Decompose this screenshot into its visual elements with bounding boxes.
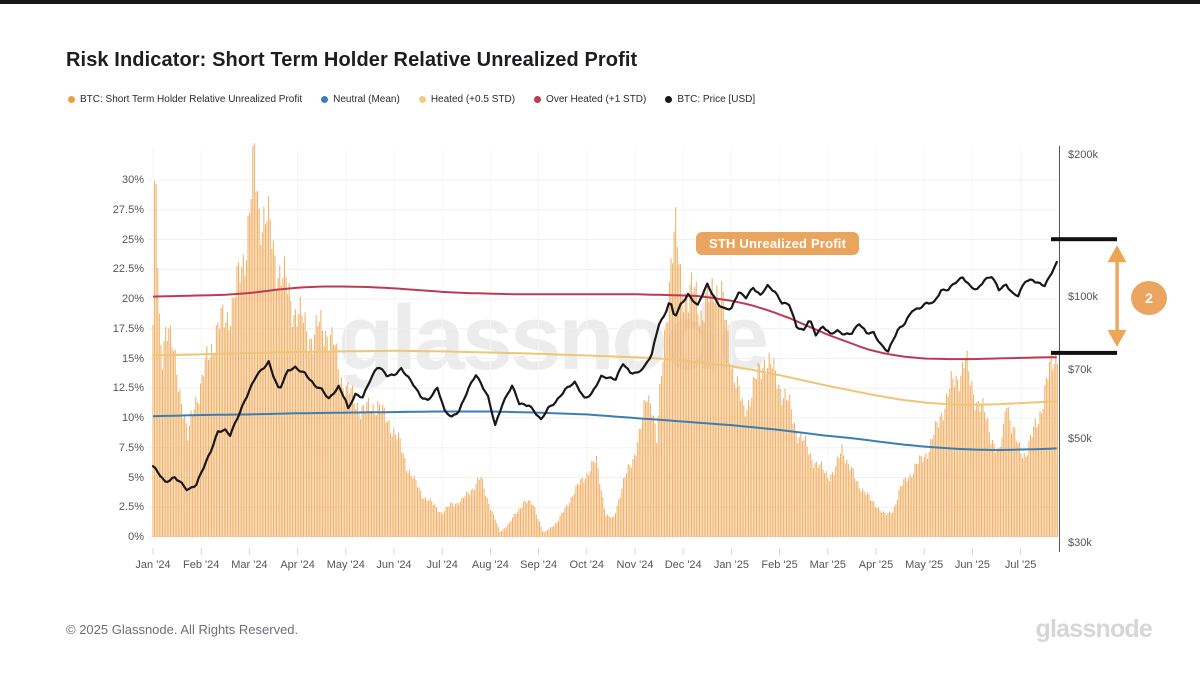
sth-unrealized-profit-badge: STH Unrealized Profit <box>696 232 859 255</box>
arrow-up-icon <box>1108 245 1127 262</box>
x-axis-tick-label: Mar '25 <box>809 559 846 571</box>
x-axis-tick-label: Jul '24 <box>426 559 458 571</box>
x-axis-tick-label: Feb '24 <box>183 559 220 571</box>
y-axis-tick-label: 2.5% <box>118 501 144 514</box>
legend-label: Neutral (Mean) <box>333 94 400 105</box>
y-axis-tick-label: 30% <box>121 174 144 186</box>
range-bottom-bracket <box>1051 351 1117 355</box>
glassnode-logo: glassnode <box>1035 615 1152 643</box>
arrow-down-icon <box>1108 330 1127 347</box>
x-axis-tick-label: Oct '24 <box>569 559 605 571</box>
price-axis-tick-label: $100k <box>1068 290 1098 303</box>
y-axis-tick-label: 27.5% <box>112 203 144 216</box>
x-axis-tick-label: Jun '25 <box>954 559 990 571</box>
range-arrow-shaft <box>1115 259 1118 333</box>
legend-label: BTC: Price [USD] <box>677 94 756 105</box>
x-axis-tick-label: May '25 <box>905 559 944 571</box>
copyright-text: © 2025 Glassnode. All Rights Reserved. <box>66 622 299 637</box>
legend-label: Heated (+0.5 STD) <box>430 94 516 105</box>
x-axis-tick-label: Mar '24 <box>231 559 268 571</box>
y-axis-tick-label: 0% <box>128 531 144 543</box>
x-axis-tick-label: Jul '25 <box>1004 559 1037 571</box>
y-axis-tick-label: 15% <box>121 352 144 365</box>
price-axis-tick-label: $70k <box>1068 363 1092 376</box>
price-axis-tick-label: $200k <box>1068 149 1098 161</box>
price-axis-tick-label: $30k <box>1068 537 1092 550</box>
y-axis-tick-label: 20% <box>121 293 144 305</box>
watermark: glassnode <box>338 287 767 389</box>
x-axis-tick-label: Apr '25 <box>858 559 894 571</box>
y-axis-tick-label: 10% <box>121 412 144 424</box>
legend-label: BTC: Short Term Holder Relative Unrealized Profit <box>80 94 303 105</box>
y-axis-tick-label: 7.5% <box>118 441 144 454</box>
x-axis-tick-label: Jun '24 <box>376 559 412 571</box>
x-axis-tick-label: Jan '25 <box>713 559 749 571</box>
x-axis-tick-label: Jan '24 <box>135 559 171 571</box>
x-axis-tick-label: Dec '24 <box>664 559 702 571</box>
range-marker-number: 2 <box>1131 281 1167 315</box>
y-axis-tick-label: 12.5% <box>112 382 144 395</box>
y-axis-tick-label: 5% <box>128 471 144 484</box>
price-axis-tick-label: $50k <box>1068 432 1092 445</box>
y-axis-tick-label: 25% <box>121 233 144 246</box>
x-axis-tick-label: Sep '24 <box>520 559 558 571</box>
legend-label: Over Heated (+1 STD) <box>546 94 647 105</box>
x-axis-tick-label: Nov '24 <box>616 559 654 571</box>
x-axis-tick-label: Apr '24 <box>280 559 315 571</box>
page-title: Risk Indicator: Short Term Holder Relative Unrealized Profit <box>66 49 638 71</box>
range-top-bracket <box>1051 237 1117 241</box>
y-axis-tick-label: 22.5% <box>112 263 144 276</box>
x-axis-tick-label: May '24 <box>326 559 365 571</box>
x-axis-tick-label: Aug '24 <box>471 559 509 571</box>
x-axis-tick-label: Feb '25 <box>761 559 798 571</box>
y-axis-tick-label: 17.5% <box>112 322 144 335</box>
